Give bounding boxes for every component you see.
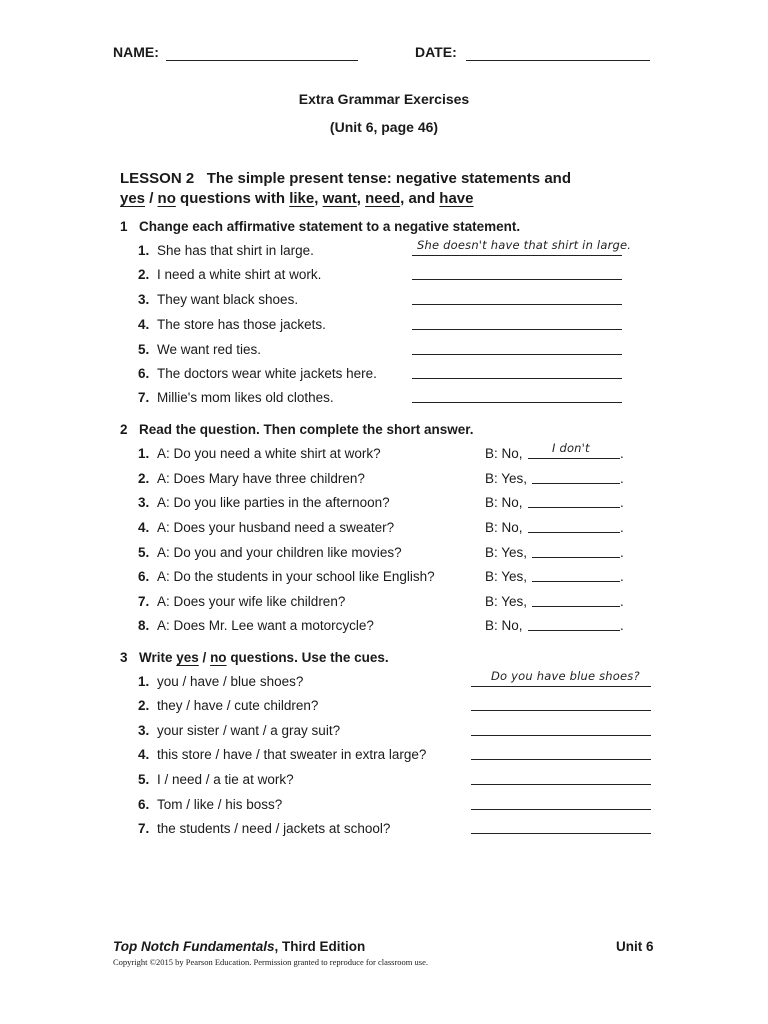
- item-number: 1.: [138, 446, 150, 461]
- short-answer-line[interactable]: [532, 483, 620, 484]
- short-answer-line[interactable]: [528, 458, 620, 459]
- item-number: 5.: [138, 545, 150, 560]
- statement-text: They want black shoes.: [157, 292, 299, 307]
- lesson-slash: /: [145, 190, 158, 207]
- short-answer-line[interactable]: [532, 557, 620, 558]
- lesson-title: The simple present tense: negative statements and: [206, 170, 571, 187]
- question-text: A: Does Mr. Lee want a motorcycle?: [157, 618, 374, 633]
- page-subtitle: (Unit 6, page 46): [329, 119, 439, 135]
- lesson-have: have: [439, 190, 474, 207]
- period: .: [620, 618, 624, 633]
- date-field[interactable]: [466, 60, 650, 61]
- period: .: [620, 446, 624, 461]
- item-number: 2.: [138, 698, 150, 713]
- question-text: A: Do you and your children like movies?: [157, 545, 402, 560]
- lesson-need: need: [365, 190, 401, 207]
- question-text: A: Does your wife like children?: [157, 594, 346, 609]
- item-number: 6.: [138, 366, 150, 381]
- question-text: A: Do you need a white shirt at work?: [157, 446, 381, 461]
- lesson-yes: yes: [120, 190, 146, 207]
- item-number: 4.: [138, 747, 150, 762]
- lesson-and: , and: [400, 190, 440, 207]
- statement-text: I need a white shirt at work.: [157, 267, 322, 282]
- item-number: 4.: [138, 520, 150, 535]
- answer-line[interactable]: [412, 304, 622, 305]
- item-number: 7.: [138, 821, 150, 836]
- statement-text: She has that shirt in large.: [157, 243, 314, 258]
- short-answer-line[interactable]: [528, 630, 620, 631]
- short-answer-line[interactable]: [532, 606, 620, 607]
- answer-line[interactable]: [471, 759, 651, 760]
- answer-line[interactable]: [412, 402, 622, 403]
- short-answer-label: B: Yes,: [485, 569, 528, 584]
- section3-slash: /: [198, 650, 211, 665]
- item-number: 2.: [138, 267, 150, 282]
- answer-line[interactable]: [412, 255, 622, 256]
- short-answer-line[interactable]: [528, 532, 620, 533]
- cue-text: your sister / want / a gray suit?: [157, 723, 341, 738]
- section1-instruction: Change each affirmative statement to a negative statement.: [139, 219, 521, 234]
- section1-number: 1: [120, 219, 128, 234]
- answer-line[interactable]: [412, 378, 622, 379]
- section3-rest: questions. Use the cues.: [226, 650, 389, 665]
- short-answer-label: B: No,: [485, 446, 523, 461]
- answer-line[interactable]: [471, 710, 651, 711]
- item-number: 2.: [138, 471, 150, 486]
- item-number: 1.: [138, 243, 150, 258]
- section3-yes: yes: [176, 650, 199, 665]
- short-answer-label: B: Yes,: [485, 471, 528, 486]
- period: .: [620, 495, 624, 510]
- lesson-like: like: [289, 190, 315, 207]
- answer-line[interactable]: [471, 833, 651, 834]
- period: .: [620, 520, 624, 535]
- short-answer-line[interactable]: [528, 507, 620, 508]
- answer-line[interactable]: [471, 809, 651, 810]
- lesson-want: want: [322, 190, 357, 207]
- lesson-mid: questions with: [175, 190, 290, 207]
- item-number: 7.: [138, 594, 150, 609]
- item-number: 3.: [138, 292, 150, 307]
- section3-no: no: [210, 650, 227, 665]
- footer-edition: , Third Edition: [274, 939, 366, 954]
- item-number: 5.: [138, 772, 150, 787]
- answer-line[interactable]: [412, 329, 622, 330]
- short-answer-line[interactable]: [532, 581, 620, 582]
- period: .: [620, 545, 624, 560]
- question-text: A: Do the students in your school like English?: [157, 569, 435, 584]
- statement-text: We want red ties.: [157, 342, 262, 357]
- short-answer-label: B: No,: [485, 618, 523, 633]
- statement-text: Millie's mom likes old clothes.: [157, 390, 334, 405]
- question-text: A: Does your husband need a sweater?: [157, 520, 395, 535]
- section3-number: 3: [120, 650, 128, 665]
- page-title: Extra Grammar Exercises: [298, 91, 470, 107]
- handwritten-answer: I don't: [552, 441, 590, 455]
- item-number: 5.: [138, 342, 150, 357]
- section3-instruction: [139, 650, 389, 665]
- name-label: NAME:: [113, 44, 159, 60]
- answer-line[interactable]: [471, 686, 651, 687]
- short-answer-label: B: Yes,: [485, 594, 528, 609]
- footer-book: [113, 939, 365, 954]
- lesson-no: no: [157, 190, 176, 207]
- answer-line[interactable]: [471, 784, 651, 785]
- section2-instruction: Read the question. Then complete the short answer.: [139, 422, 474, 437]
- lesson-label: LESSON 2: [120, 170, 195, 187]
- footer-book-title: Top Notch Fundamentals: [113, 939, 275, 954]
- answer-line[interactable]: [471, 735, 651, 736]
- cue-text: they / have / cute children?: [157, 698, 319, 713]
- date-label: DATE:: [415, 44, 457, 60]
- cue-text: the students / need / jackets at school?: [157, 821, 391, 836]
- answer-line[interactable]: [412, 279, 622, 280]
- item-number: 3.: [138, 723, 150, 738]
- lesson-heading: [120, 170, 571, 187]
- cue-text: you / have / blue shoes?: [157, 674, 304, 689]
- question-text: A: Does Mary have three children?: [157, 471, 365, 486]
- item-number: 1.: [138, 674, 150, 689]
- item-number: 6.: [138, 797, 150, 812]
- item-number: 3.: [138, 495, 150, 510]
- question-text: A: Do you like parties in the afternoon?: [157, 495, 390, 510]
- period: .: [620, 569, 624, 584]
- footer-copyright: Copyright ©2015 by Pearson Education. Permission granted to reproduce for classroom use.: [113, 957, 428, 967]
- cue-text: I / need / a tie at work?: [157, 772, 294, 787]
- lesson-comma1: ,: [314, 190, 323, 207]
- short-answer-label: B: No,: [485, 495, 523, 510]
- name-field[interactable]: [166, 60, 358, 61]
- period: .: [620, 471, 624, 486]
- period: .: [620, 594, 624, 609]
- short-answer-label: B: Yes,: [485, 545, 528, 560]
- item-number: 4.: [138, 317, 150, 332]
- statement-text: The doctors wear white jackets here.: [157, 366, 377, 381]
- answer-line[interactable]: [412, 354, 622, 355]
- item-number: 7.: [138, 390, 150, 405]
- handwritten-answer: She doesn't have that shirt in large.: [417, 238, 632, 252]
- footer-unit: Unit 6: [616, 939, 654, 954]
- statement-text: The store has those jackets.: [157, 317, 326, 332]
- cue-text: Tom / like / his boss?: [157, 797, 283, 812]
- item-number: 8.: [138, 618, 150, 633]
- section2-number: 2: [120, 422, 128, 437]
- item-number: 6.: [138, 569, 150, 584]
- cue-text: this store / have / that sweater in extra large?: [157, 747, 427, 762]
- short-answer-label: B: No,: [485, 520, 523, 535]
- lesson-comma2: ,: [356, 190, 366, 207]
- section3-write: Write: [139, 650, 177, 665]
- handwritten-answer: Do you have blue shoes?: [491, 669, 640, 683]
- lesson-heading-line2: [120, 190, 474, 207]
